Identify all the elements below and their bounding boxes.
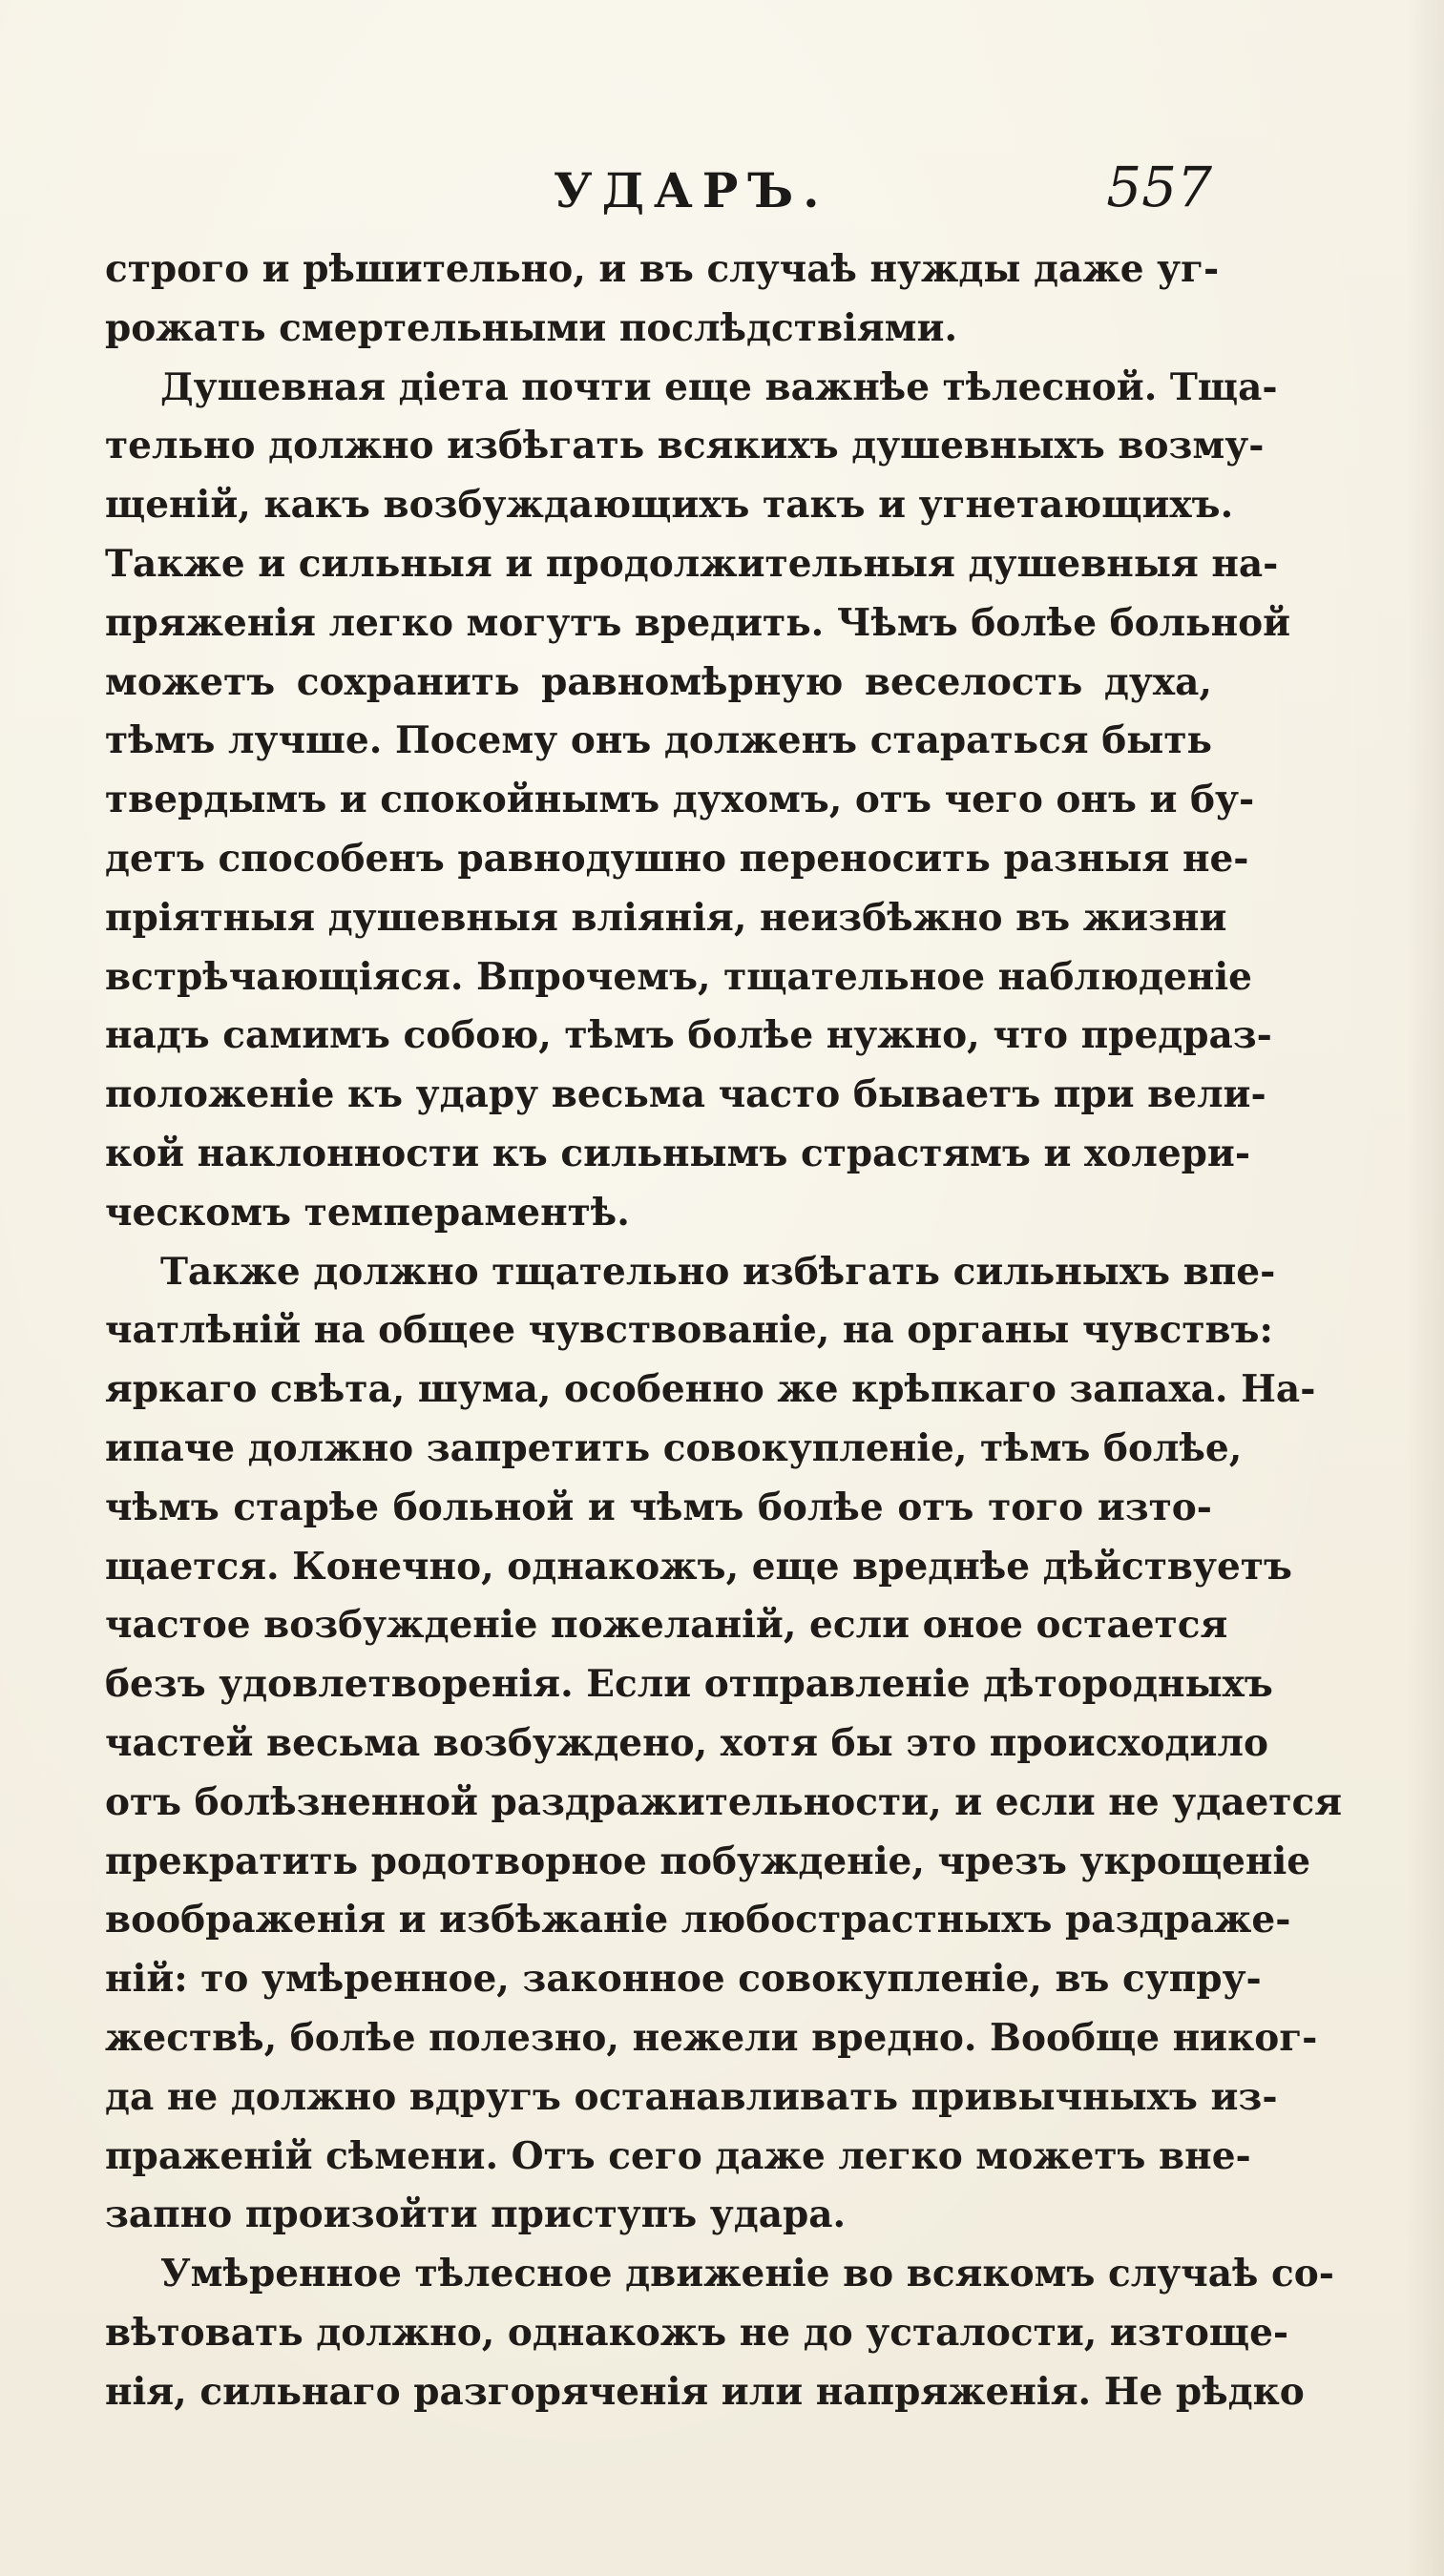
text-line: Также и сильныя и продолжительныя душевныя на- (105, 541, 1279, 586)
text-line: тѣмъ лучше. Посему онъ долженъ стараться быть (105, 718, 1212, 763)
page-header (105, 155, 1212, 229)
text-line: положеніе къ удару весьма часто бываетъ при вели- (105, 1072, 1266, 1117)
text-line: яркаго свѣта, шума, особенно же крѣпкаго запаха. На- (105, 1367, 1316, 1412)
paragraph (105, 359, 1291, 1243)
text-line: щеній, какъ возбуждающихъ такъ и угнетающихъ. (105, 483, 1234, 528)
text-line: пріятныя душевныя вліянія, неизбѣжно въ жизни (105, 895, 1227, 940)
text-line: кой наклонности къ сильнымъ страстямъ и холери- (105, 1131, 1251, 1175)
text-line: прекратить родотворное побужденіе, чрезъ укрощеніе (105, 1839, 1311, 1883)
text-line: жествѣ, болѣе полезно, нежели вредно. Вообще никог- (105, 2015, 1318, 2060)
text-line: ній: то умѣренное, законное совокупленіе, въ супру- (105, 1957, 1262, 2002)
text-line: вѣтовать должно, однакожъ не до усталости, изтоще- (105, 2310, 1289, 2355)
text-line: безъ удовлетворенія. Если отправленіе дѣтородныхъ (105, 1662, 1273, 1707)
page-number: 557 (1106, 155, 1212, 219)
paragraph (105, 240, 1220, 359)
text-line: ипаче должно запретить совокупленіе, тѣмъ болѣе, (105, 1425, 1243, 1470)
text-line: Умѣренное тѣлесное движеніе во всякомъ случаѣ со- (160, 2252, 1334, 2296)
text-line: ческомъ темпераментѣ. (105, 1190, 630, 1235)
text-line: да не должно вдругъ останавливать привычныхъ из- (105, 2074, 1278, 2119)
text-line: тельно должно избѣгать всякихъ душевныхъ возму- (105, 424, 1265, 468)
text-line: чѣмъ старѣе больной и чѣмъ болѣе отъ того изто- (105, 1485, 1212, 1529)
text-line: Душевная діета почти еще важнѣе тѣлесной. Тща- (160, 364, 1278, 409)
paragraph (105, 2245, 1334, 2421)
text-line: пряженія легко могутъ вредить. Чѣмъ болѣе больной (105, 600, 1291, 645)
text-line: надъ самимъ собою, тѣмъ болѣе нужно, что предраз- (105, 1013, 1272, 1058)
paragraph (105, 1243, 1343, 2246)
text-line: частое возбужденіе пожеланій, если оное остается (105, 1603, 1228, 1648)
running-title: УДАРЪ. (554, 162, 829, 218)
text-line: рожать смертельными послѣдствіями. (105, 305, 958, 350)
text-line: отъ болѣзненной раздражительности, и если не удается (105, 1779, 1343, 1824)
page-edge-shadow (1406, 0, 1444, 2576)
text-line: чатлѣній на общее чувствованіе, на органы чувствъ: (105, 1308, 1273, 1353)
text-line: твердымъ и спокойнымъ духомъ, отъ чего онъ и бу- (105, 778, 1255, 822)
text-line: строго и рѣшительно, и въ случаѣ нужды даже уг- (105, 247, 1220, 291)
text-line: можетъ сохранить равномѣрную веселость духа, (105, 659, 1212, 704)
text-line: встрѣчающіяся. Впрочемъ, тщательное наблюденіе (105, 954, 1252, 999)
text-line: щается. Конечно, однакожъ, еще вреднѣе дѣйствуетъ (105, 1544, 1292, 1589)
text-line: частей весьма возбуждено, хотя бы это происходило (105, 1720, 1268, 1765)
text-line: детъ способенъ равнодушно переносить разныя не- (105, 836, 1249, 881)
text-line: Также должно тщательно избѣгать сильныхъ впе- (160, 1249, 1276, 1294)
text-line: запно произойти приступъ удара. (105, 2192, 847, 2237)
body-text (105, 240, 1343, 2421)
text-line: воображенія и избѣжаніе любострастныхъ раздраже- (105, 1898, 1291, 1942)
text-line: праженій сѣмени. Отъ сего даже легко можетъ вне- (105, 2133, 1251, 2178)
text-line: нія, сильнаго разгоряченія или напряженія. Не рѣдко (105, 2369, 1305, 2414)
